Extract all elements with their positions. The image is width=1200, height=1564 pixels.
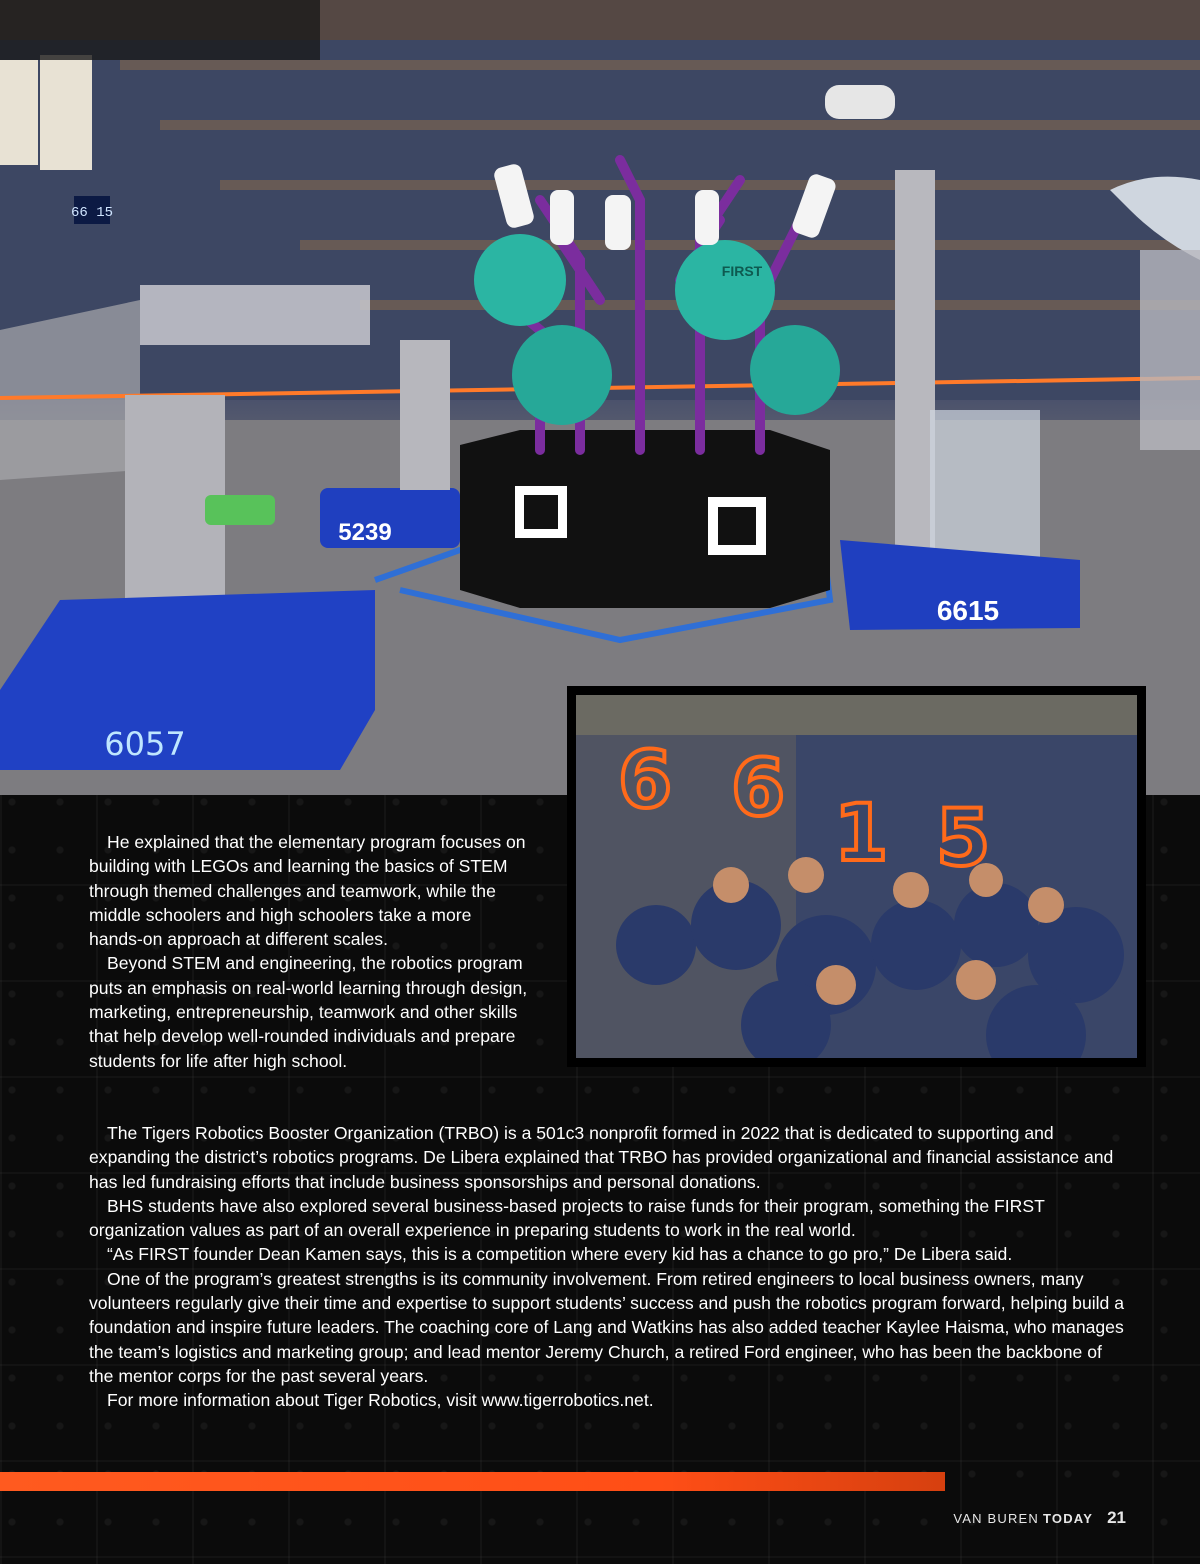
ball: [750, 325, 840, 415]
ball: [474, 234, 566, 326]
page-footer: [953, 1508, 1126, 1528]
banner: [40, 55, 92, 170]
robot-arm: [895, 170, 935, 570]
sign-digit: 1: [834, 789, 889, 879]
paragraph: “As FIRST founder Dean Kamen says, this is a competition where every kid has a chance to go pro,” De Libera said.: [107, 1244, 1013, 1265]
ball: [675, 240, 775, 340]
publication-name-bold: TODAY: [1043, 1511, 1094, 1526]
goal-label: FIRST: [721, 263, 763, 279]
robot-number: 6057: [104, 725, 186, 763]
robot-number: 6615: [936, 595, 1000, 626]
scoreboard-text: 66 15: [70, 205, 114, 221]
sign-digit: 6: [618, 736, 673, 826]
robot-number: 5239: [338, 519, 392, 546]
inset-illustration: [576, 695, 1137, 1058]
article-column-text: [89, 830, 529, 1073]
paragraph: For more information about Tiger Robotics, visit www.tigerrobotics.net.: [107, 1390, 654, 1411]
sign-digit: 5: [936, 794, 991, 884]
paragraph: The Tigers Robotics Booster Organization (TRBO) is a 501c3 nonprofit formed in 2022 that is dedicated to supporting and expanding the district’s robotics programs. De Libera explained that TRBO has provided organizational and financial assistance and has led fundraising efforts that include business sponsorships and personal donations.: [89, 1123, 1114, 1192]
paragraph: He explained that the elementary program focuses on building with LEGOs and learning the basics of STEM through themed challenges and teamwork, while the middle schoolers and high schoolers take a more hands-on approach at different scales.: [89, 832, 526, 950]
robot-bumper: [0, 590, 375, 770]
article-body-text: [89, 1121, 1129, 1413]
sign-digit: 6: [731, 744, 786, 834]
banner: [0, 60, 38, 165]
publication-name: VAN BUREN: [953, 1511, 1039, 1526]
page-number: 21: [1107, 1508, 1126, 1527]
paragraph: Beyond STEM and engineering, the robotics program puts an emphasis on real-world learning through design, marketing, entrepreneurship, teamwork and other skills that help develop well-rounded individuals and prepare students for life after high school.: [89, 953, 528, 1071]
field-wall: [0, 300, 140, 480]
inset-photo: [567, 686, 1146, 1067]
ball: [512, 325, 612, 425]
accent-bar: [0, 1472, 945, 1491]
paragraph: BHS students have also explored several business-based projects to raise funds for their program, something the FIRST organization values as part of an overall experience in preparing students to work in the real world.: [89, 1195, 1045, 1241]
paragraph: One of the program’s greatest strengths is its community involvement. From retired engineers to local business owners, many volunteers regularly give their time and expertise to support students’ success and push the robotics program forward, helping build a foundation and inspire future leaders. The coaching core of Lang and Watkins has also added teacher Kaylee Haisma, who manages the team’s logistics and marketing group; and lead mentor Jeremy Church, a retired Ford engineer, who has been the backbone of the mentor corps for the past several years.: [89, 1268, 1125, 1386]
